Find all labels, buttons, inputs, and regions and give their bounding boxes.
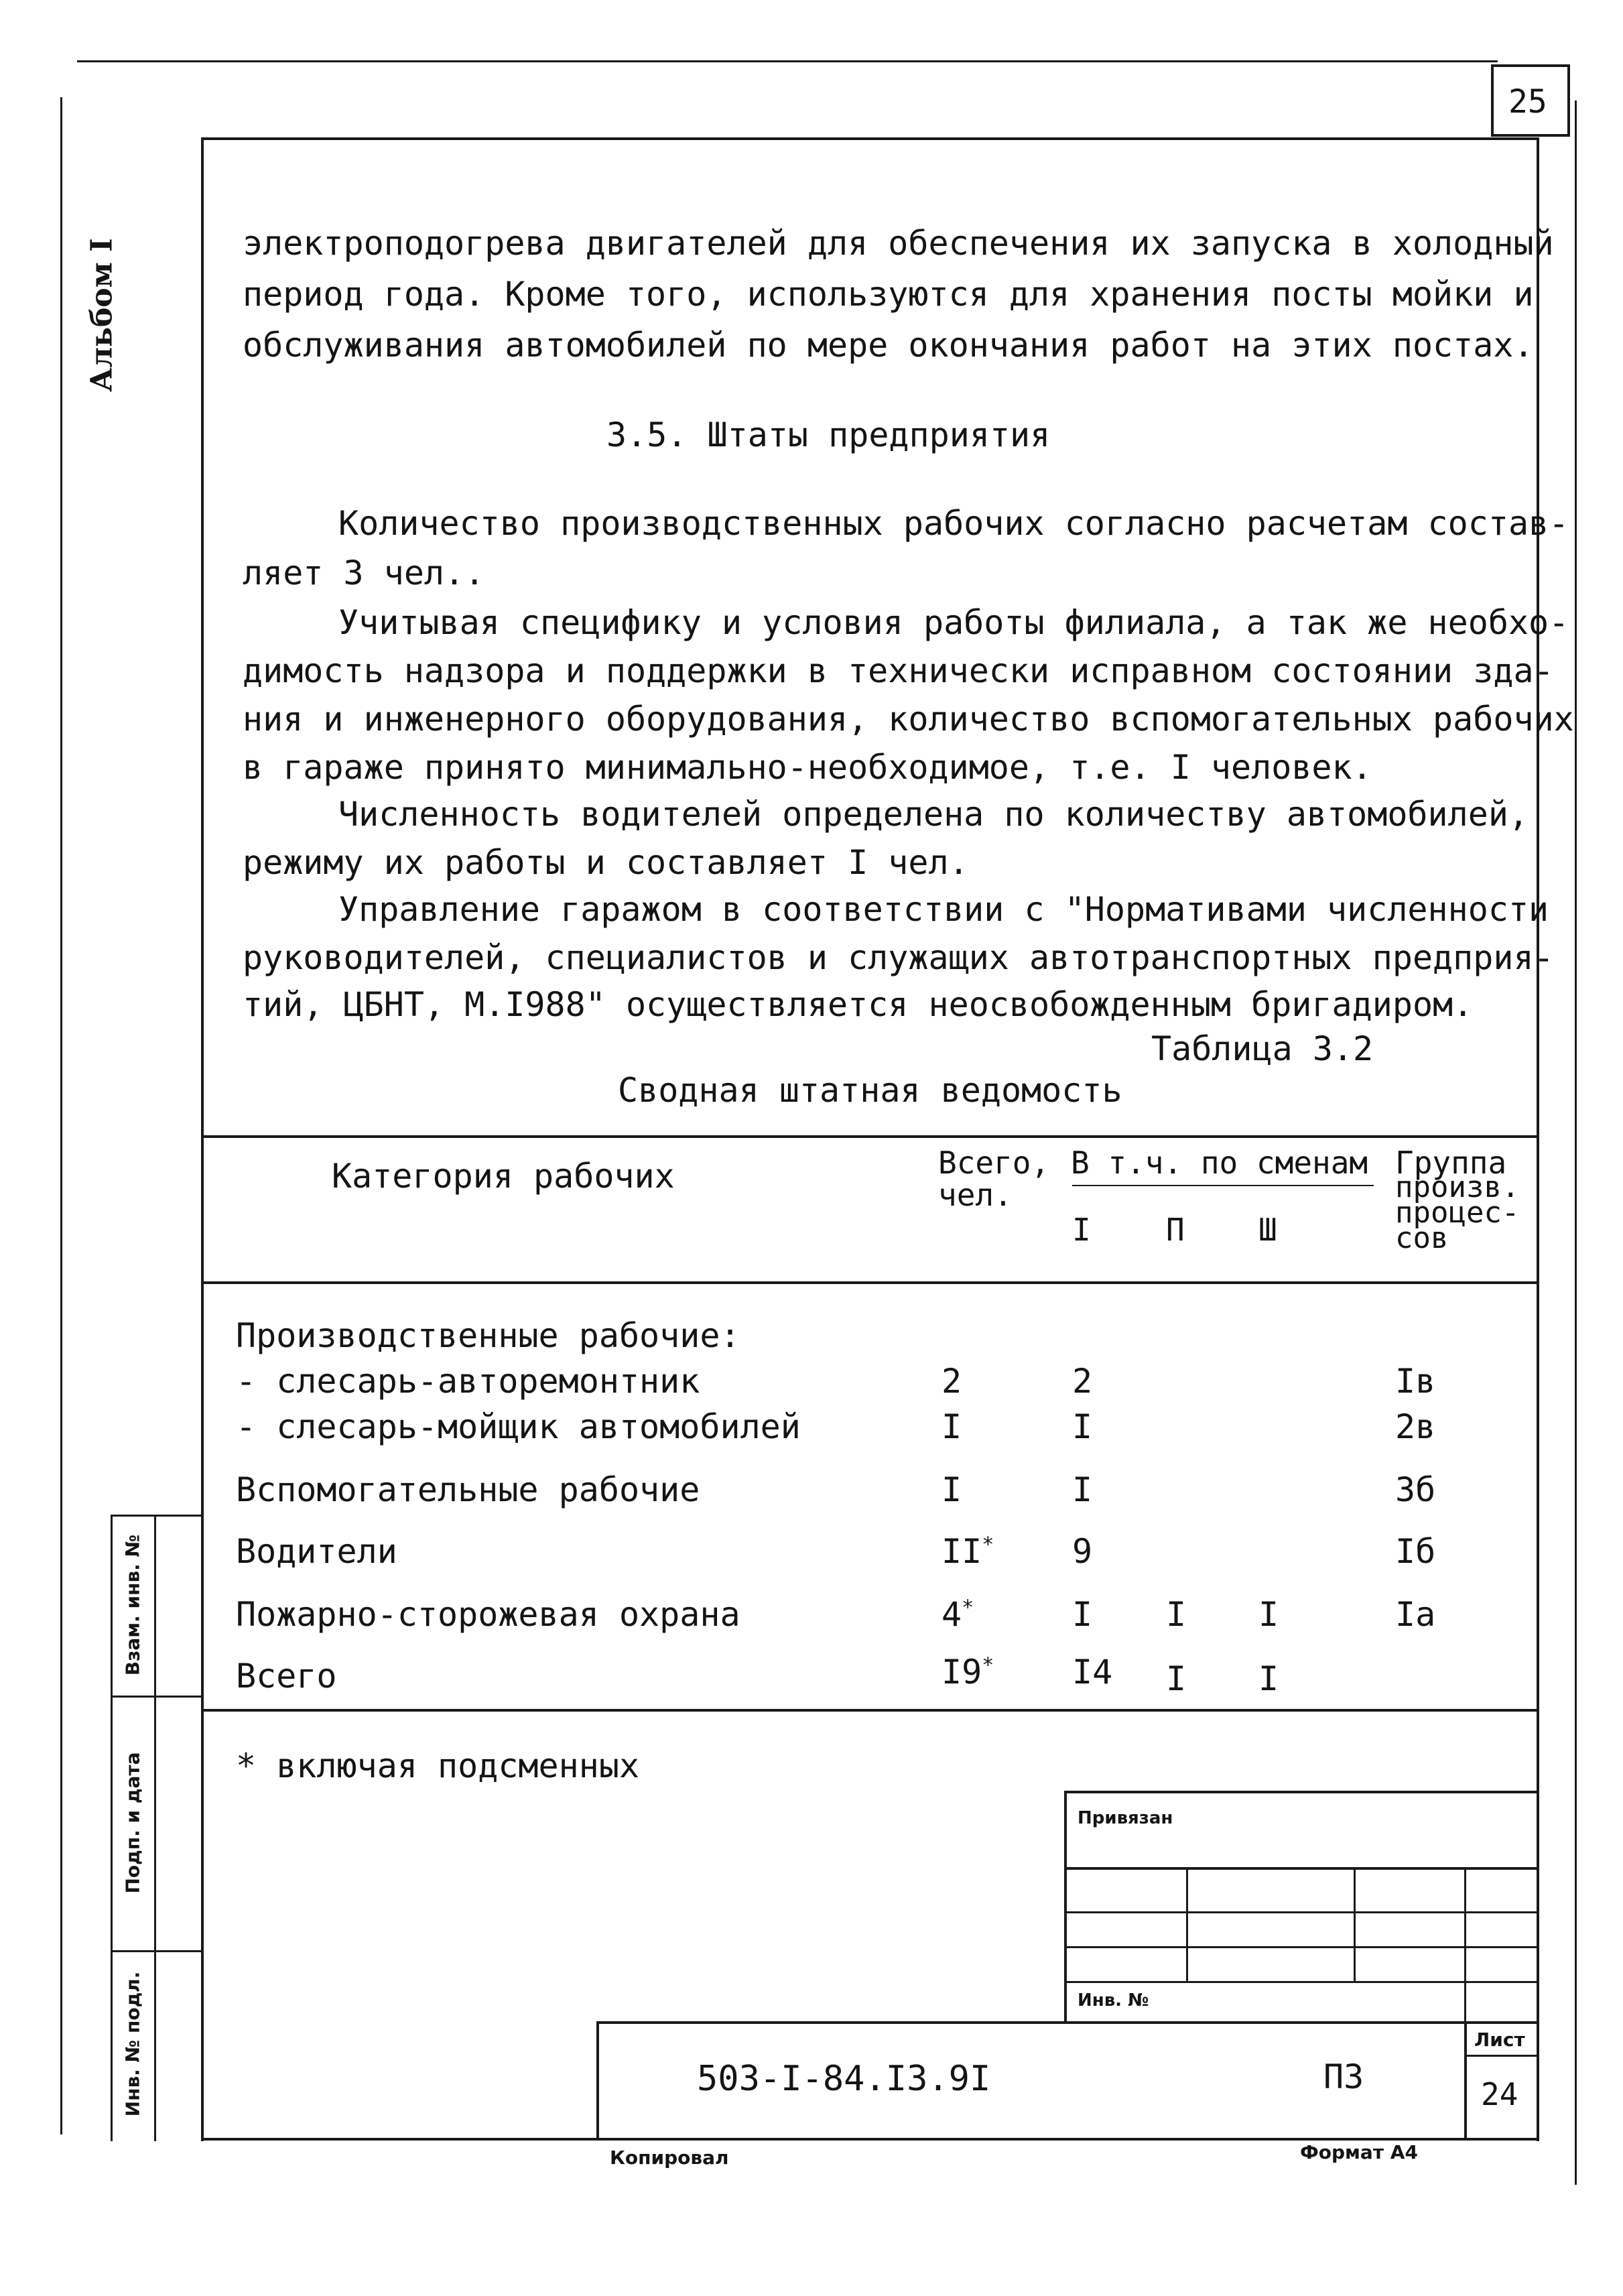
paragraph-line: Количество производственных рабочих согласно расчетам состав- xyxy=(338,504,1569,543)
document-type: ПЗ xyxy=(1323,2057,1364,2096)
header-shift-3: Ш xyxy=(1258,1212,1277,1248)
row-total-value: I9 xyxy=(942,1653,982,1692)
title-block-top xyxy=(596,2021,1538,2024)
body-line-3: обслуживания автомобилей по мере окончания работ на этих постах. xyxy=(243,326,1534,365)
header-group-1: Группа xyxy=(1395,1145,1507,1181)
row-group: 2в xyxy=(1395,1407,1436,1446)
side-label-inv-podl: Инв. № подл. xyxy=(121,1971,144,2117)
side-label-podp-data: Подп. и дата xyxy=(121,1752,144,1894)
row-total-mark: * xyxy=(962,1596,974,1620)
row-shift-1: I xyxy=(1072,1407,1093,1446)
row-group: Iв xyxy=(1395,1362,1436,1401)
kopiroval-label: Копировал xyxy=(610,2147,729,2169)
row-category: Пожарно-сторожевая охрана xyxy=(236,1595,740,1634)
row-total-mark: * xyxy=(982,1653,994,1677)
table-caption: Сводная штатная ведомость xyxy=(618,1071,1122,1110)
row-group: 3б xyxy=(1395,1470,1436,1509)
row-shift-1: 9 xyxy=(1072,1532,1093,1571)
row-total xyxy=(942,1595,974,1634)
body-line-1: электроподогрева двигателей для обеспечения их запуска в холодный xyxy=(243,224,1554,263)
paragraph-line: димость надзора и поддержки в технически исправном состоянии зда- xyxy=(243,651,1554,690)
header-group-2: произв. xyxy=(1395,1170,1520,1204)
section-heading: 3.5. Штаты предприятия xyxy=(606,416,1051,454)
paragraph-line: руководителей, специалистов и служащих автотранспортных предприя- xyxy=(243,938,1554,977)
stamp-col-line-1 xyxy=(1186,1867,1188,1981)
title-block-left xyxy=(596,2021,599,2141)
right-frame-line xyxy=(1537,137,1539,2141)
table-number: Таблица 3.2 xyxy=(1151,1029,1374,1068)
row-category: Всего xyxy=(236,1657,337,1696)
stamp-left-line xyxy=(1064,1791,1067,2022)
footnote: * включая подсменных xyxy=(236,1746,640,1785)
shifts-underline xyxy=(1072,1185,1374,1186)
header-group-4: сов xyxy=(1395,1221,1449,1255)
header-group-3: процес- xyxy=(1395,1196,1520,1230)
paragraph-line: в гараже принято минимально-необходимое, т.е. I человек. xyxy=(243,748,1372,787)
row-total: I xyxy=(942,1470,962,1509)
header-total-1: Всего, xyxy=(938,1145,1050,1181)
paragraph-line: Учитывая специфику и условия работы филиала, а так же необхо- xyxy=(338,603,1569,642)
header-shifts: В т.ч. по сменам xyxy=(1071,1145,1368,1181)
page-number: 25 xyxy=(1508,83,1547,121)
stamp-privyazan: Привязан xyxy=(1078,1808,1173,1828)
table-bottom-line xyxy=(201,1709,1538,1712)
row-total-value: II xyxy=(942,1532,982,1571)
side-box-top xyxy=(111,1515,203,1517)
paragraph-line: Управление гаражом в соответствии с "Нормативами численности xyxy=(338,890,1549,929)
row-category: - слесарь-авторемонтник xyxy=(236,1362,700,1401)
row-shift-3: I xyxy=(1258,1659,1279,1698)
stamp-col-line-3 xyxy=(1464,1867,1466,2021)
stamp-row-line-1 xyxy=(1064,1867,1538,1870)
left-outer-line xyxy=(60,97,62,2134)
left-frame-line xyxy=(201,137,204,2141)
stamp-row-line-4 xyxy=(1064,1981,1538,1983)
row-total xyxy=(942,1532,994,1571)
row-category: Вспомогательные рабочие xyxy=(236,1470,700,1509)
side-box-divider xyxy=(154,1515,156,2141)
side-label-vzam-inv: Взам. инв. № xyxy=(121,1534,144,1676)
paragraph-line: Численность водителей определена по количеству автомобилей, xyxy=(338,795,1529,834)
row-shift-1: I4 xyxy=(1072,1653,1113,1692)
paragraph-line: ляет 3 чел.. xyxy=(243,554,485,592)
bottom-frame-line xyxy=(201,2138,1538,2141)
album-label: Альбом I xyxy=(84,238,119,392)
format-label: Формат А4 xyxy=(1300,2141,1418,2163)
row-group: Iб xyxy=(1395,1532,1436,1571)
row-shift-2: I xyxy=(1166,1595,1187,1634)
row-shift-1: I xyxy=(1072,1470,1093,1509)
row-total: I xyxy=(942,1407,962,1446)
paragraph-line: ния и инженерного оборудования, количество вспомогательных рабочих xyxy=(243,700,1574,739)
row-shift-3: I xyxy=(1258,1595,1279,1634)
side-box-left xyxy=(111,1515,113,2141)
top-border-line xyxy=(77,60,1498,62)
side-box-sep-1 xyxy=(111,1696,203,1698)
row-total xyxy=(942,1653,994,1692)
row-group: Iа xyxy=(1395,1595,1436,1634)
row-category: - слесарь-мойщик автомобилей xyxy=(236,1407,801,1446)
header-shift-2: П xyxy=(1166,1212,1185,1248)
stamp-inv-no: Инв. № xyxy=(1078,1990,1149,2011)
list-label-line xyxy=(1464,2055,1538,2057)
row-total-value: 4 xyxy=(942,1595,962,1634)
right-outer-line xyxy=(1575,101,1577,2185)
paragraph-line: тий, ЦБНТ, М.I988" осуществляется неосвобожденным бригадиром. xyxy=(243,985,1474,1024)
body-line-2: период года. Кроме того, используются для хранения посты мойки и xyxy=(243,275,1534,314)
page-number-box xyxy=(1491,64,1570,137)
row-total: 2 xyxy=(942,1362,962,1401)
title-block-divider xyxy=(1464,2021,1467,2141)
stamp-row-line-3 xyxy=(1064,1946,1538,1948)
list-number: 24 xyxy=(1481,2076,1518,2112)
table-header-line xyxy=(201,1281,1538,1284)
row-shift-1: 2 xyxy=(1072,1362,1093,1401)
row-shift-2: I xyxy=(1166,1659,1187,1698)
paragraph-line: режиму их работы и составляет I чел. xyxy=(243,843,969,882)
row-total-mark: * xyxy=(982,1533,994,1557)
row-shift-1: I xyxy=(1072,1595,1093,1634)
list-label: Лист xyxy=(1474,2029,1525,2051)
row-category: Производственные рабочие: xyxy=(236,1316,740,1355)
stamp-top-line xyxy=(1064,1791,1538,1793)
side-box-sep-2 xyxy=(111,1950,203,1952)
row-category: Водители xyxy=(236,1532,397,1571)
stamp-col-line-2 xyxy=(1354,1867,1356,1981)
header-shift-1: I xyxy=(1072,1212,1091,1248)
document-code: 503-I-84.I3.9I xyxy=(697,2059,991,2099)
stamp-row-line-2 xyxy=(1064,1911,1538,1913)
top-frame-line xyxy=(201,137,1538,140)
header-category: Категория рабочих xyxy=(332,1157,675,1196)
table-top-line xyxy=(201,1135,1538,1138)
header-total-2: чел. xyxy=(938,1177,1013,1213)
